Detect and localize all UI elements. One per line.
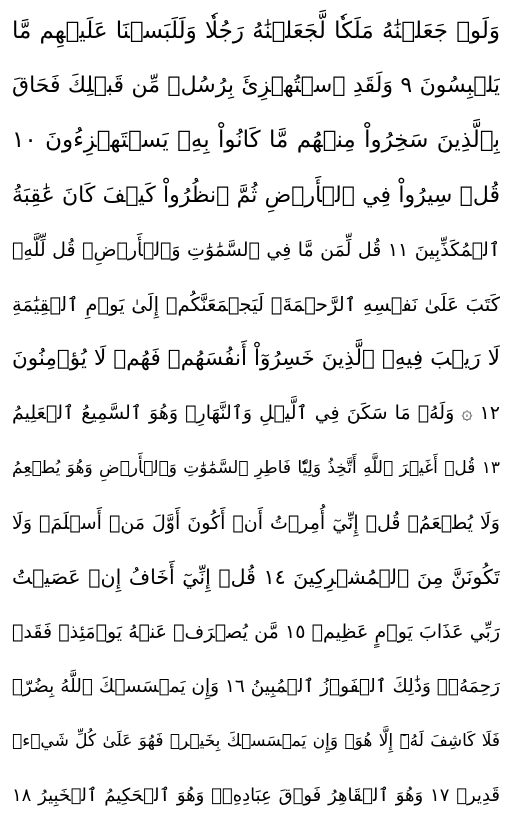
line-text: فَلَا كَاشِفَ لَهُۥٓ إِلَّا هُوَۖ وَإِن يَمۡسَسۡكَ بِخَيۡرٖ فَهُوَ عَلَىٰ كُلِّ شَيۡءٖ [12,731,500,752]
line-text: ١٢ ۞ وَلَهُۥ مَا سَكَنَ فِي ٱلَّيۡلِ وَٱلنَّهَارِۚ وَهُوَ ٱلسَّمِيعُ ٱلۡعَلِيمُ [12,402,500,425]
line-text: لَا رَيۡبَ فِيهِۚ ٱلَّذِينَ خَسِرُوٓاْ أَنفُسَهُمۡ فَهُمۡ لَا يُؤۡمِنُونَ [12,346,500,372]
text-line-11 [12,550,500,605]
verse-lines [12,4,500,823]
text-line-9 [12,441,500,496]
text-line-10 [12,495,500,550]
line-text: قَدِيرٞ ١٧ وَهُوَ ٱلۡقَاهِرُ فَوۡقَ عِبَادِهِۦۚ وَهُوَ ٱلۡحَكِيمُ ٱلۡخَبِيرُ ١٨ [12,785,500,807]
line-text: رَحِمَهُۥۚ وَذَٰلِكَ ٱلۡفَوۡزُ ٱلۡمُبِينُ ١٦ وَإِن يَمۡسَسۡكَ ٱللَّهُ بِضُرّٖ [12,675,500,697]
line-text: ١٣ قُلۡ أَغَيۡرَ ٱللَّهِ أَتَّخِذُ وَلِيّٗا فَاطِرِ ٱلسَّمَٰوَٰتِ وَٱلۡأَرۡضِ وَهُوَ يُطۡعِمُ [12,458,500,479]
text-line-1 [12,4,500,59]
text-line-7 [12,332,500,387]
text-line-15 [12,768,500,823]
line-text: تَكُونَنَّ مِنَ ٱلۡمُشۡرِكِينَ ١٤ قُلۡ إِنِّيٓ أَخَافُ إِنۡ عَصَيۡتُ [12,565,500,590]
line-text: قُلۡ سِيرُواْ فِي ٱلۡأَرۡضِ ثُمَّ ٱنظُرُواْ كَيۡفَ كَانَ عَٰقِبَةُ [12,182,500,208]
line-text: ٱلۡمُكَذِّبِينَ ١١ قُل لِّمَن مَّا فِي ٱلسَّمَٰوَٰتِ وَٱلۡأَرۡضِۖ قُل لِّلَّهِۚ [12,238,500,261]
text-line-5 [12,222,500,277]
text-line-8 [12,386,500,441]
text-line-4 [12,168,500,223]
text-line-14 [12,714,500,769]
text-line-3 [12,113,500,168]
text-line-2 [12,59,500,114]
line-text: وَلَا يُطۡعَمُۗ قُلۡ إِنِّيٓ أُمِرۡتُ أَنۡ أَكُونَ أَوَّلَ مَنۡ أَسۡلَمَۖ وَلَا [12,511,500,534]
text-line-13 [12,659,500,714]
line-text: يَلۡبِسُونَ ٩ وَلَقَدِ ٱسۡتُهۡزِئَ بِرُسُلٖ مِّن قَبۡلِكَ فَحَاقَ [12,73,500,99]
line-text: رَبِّي عَذَابَ يَوۡمٍ عَظِيمٖ ١٥ مَّن يُصۡرَفۡ عَنۡهُ يَوۡمَئِذٖ فَقَدۡ [12,620,500,643]
text-line-6 [12,277,500,332]
line-text: كَتَبَ عَلَىٰ نَفۡسِهِ ٱلرَّحۡمَةَۚ لَيَجۡمَعَنَّكُمۡ إِلَىٰ يَوۡمِ ٱلۡقِيَٰمَةِ [12,292,500,316]
line-text: بِٱلَّذِينَ سَخِرُواْ مِنۡهُم مَّا كَانُواْ بِهِۦ يَسۡتَهۡزِءُونَ ١٠ [12,127,500,154]
text-line-12 [12,605,500,660]
line-text: وَلَوۡ جَعَلۡنَٰهُ مَلَكٗا لَّجَعَلۡنَٰهُ رَجُلٗا وَلَلَبَسۡنَا عَلَيۡهِم مَّا [12,18,500,45]
